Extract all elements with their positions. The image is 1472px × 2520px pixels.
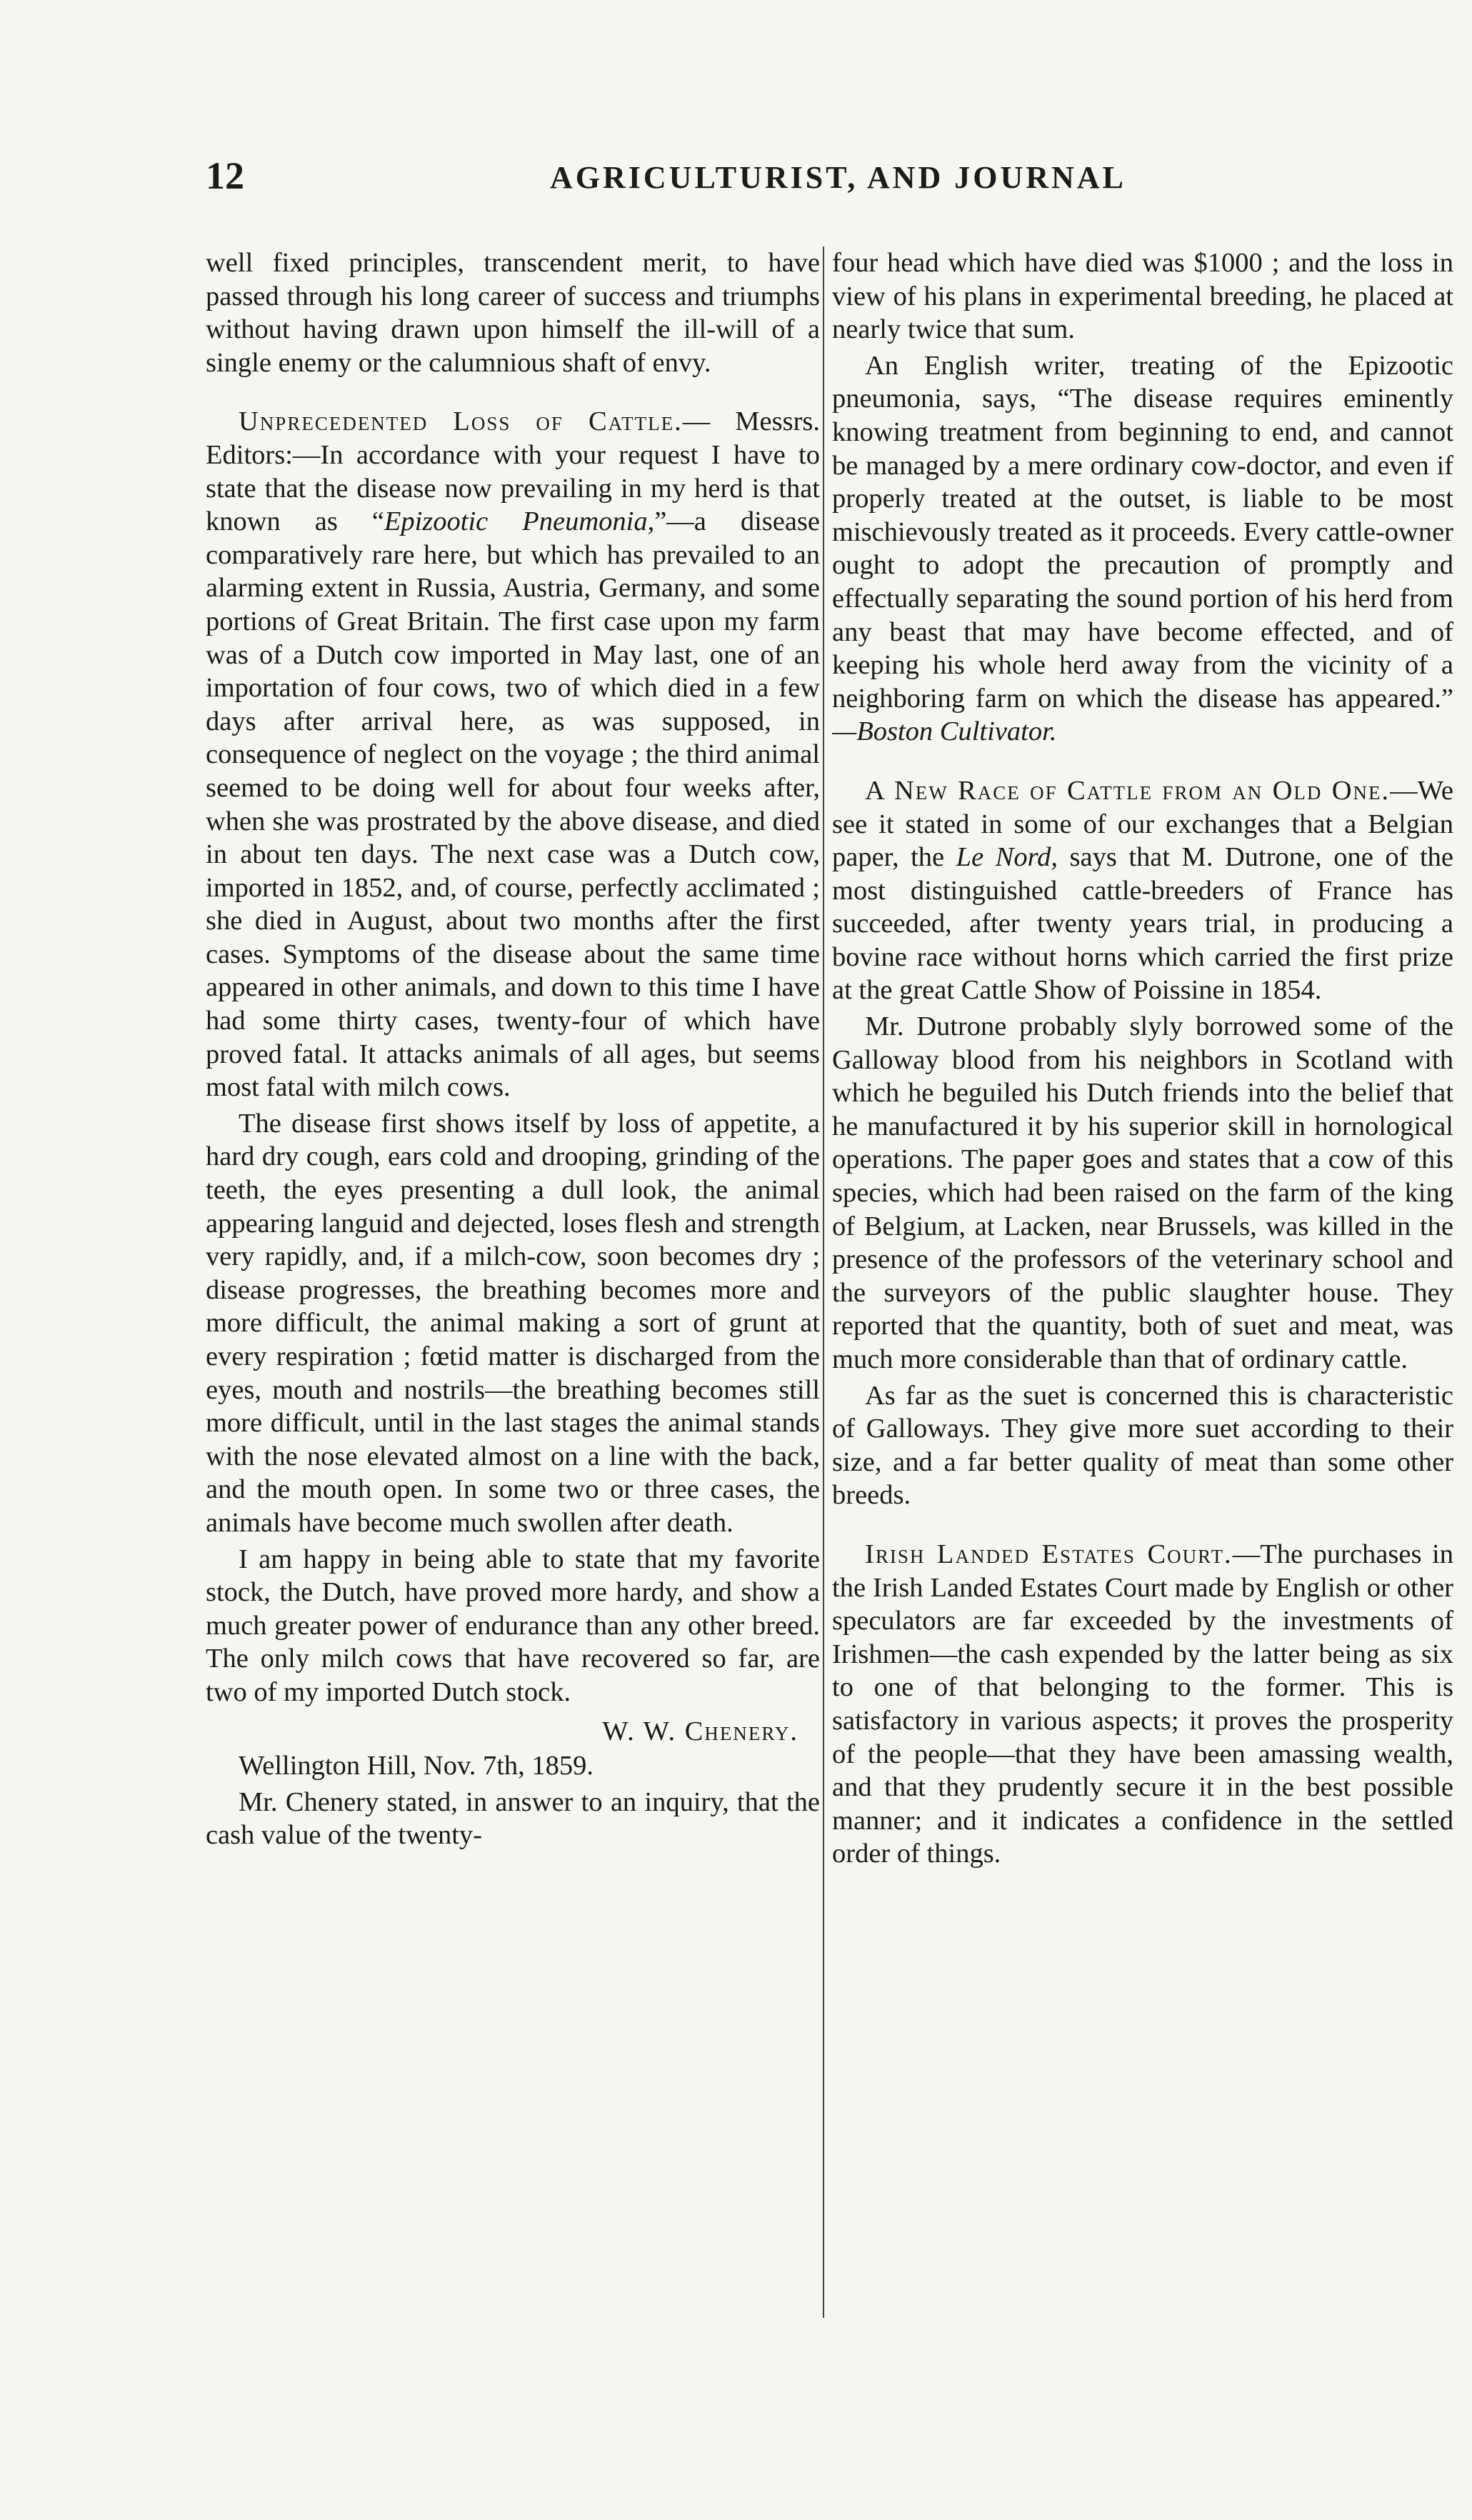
right-column — [832, 246, 1453, 2461]
emphasis-le-nord: Le Nord, — [956, 842, 1058, 873]
article-irish-estates-paragraph — [832, 1538, 1453, 1871]
text-run: ”—a disease comparatively rare here, but which has prevailed to an alarming extent in Russia, Austria, Germany, and some portions of Great Britain. The first case upon my farm was of a Dutch cow imported in May last, one of an importation of four cows, two of which died in a few days after arrival here, as was supposed, in consequence of neglect on the voyage ; the third animal seemed to be doing well for about four weeks after, when she was prostrated by the above disease, and died in about ten days. The next case was a Dutch cow, imported in 1852, and, of course, perfectly acclimated ; she died in August, about two months after the first cases. Symptoms of the disease about the same time appeared in other animals, and down to this time I have had some thirty cases, twenty-four of which have proved fatal. It attacks animals of all ages, but seems most fatal with milch cows. — [206, 506, 820, 1103]
column-divider — [823, 246, 824, 2318]
article-new-race-paragraph-1 — [832, 774, 1453, 1007]
article-cattle-loss-paragraph-2: The disease first shows itself by loss of appetite, a hard dry cough, ears cold and drooping, grinding of the teeth, the eyes presenting a dull look, the animal appearing languid and dejected, loses flesh and strength very rapidly, and, if a milch-cow, soon becomes dry ; disease progresses, the breathing becomes more and more difficult, the animal making a sort of grunt at every respiration ; fœtid matter is discharged from the eyes, mouth and nostrils—the breathing becomes still more difficult, until in the last stages the animal stands with the nose elevated almost on a line with the back, and the mouth open. In some two or three cases, the animals have become much swollen after death. — [206, 1108, 820, 1538]
left-column — [206, 246, 820, 2461]
running-title: AGRICULTURIST, AND JOURNAL — [550, 160, 1126, 195]
continued-paragraph: well fixed principles, transcendent merit, to have passed through his long career of success and triumphs without having drawn upon himself the ill-will of a single enemy or the calumnious shaft of envy. — [206, 248, 820, 378]
article-heading-cattle-loss: Unprecedented Loss of Cattle.— — [239, 406, 712, 437]
article-new-race-paragraph-2: Mr. Dutrone probably slyly borrowed some of the Galloway blood from his neighbors in Scotland with which he beguiled his Dutch friends into the belief that he manufactured it by his superior skill in hornological operations. The paper goes and states that a cow of this species, which had been raised on the farm of the king of Belgium, at Lacken, near Brussels, was killed in the presence of the professors of the veterinary school and the surveyors of the public slaughter house. They reported that the quantity, both of suet and meat, was much more considerable than that of ordinary cattle. — [832, 1011, 1453, 1374]
text-run: An English writer, treating of the Epizootic pneumonia, says, “The disease requires eminently knowing treatment from beginning to end, and cannot be managed by a mere ordinary cow-doctor, and even if properly treated at the outset, is liable to be most mischievously treated as it proceeds. Every cattle-owner ought to adopt the precaution of promptly and effectually separating the sound portion of his herd from any beast that may have become effected, and of keeping his whole herd away from the vicinity of a neighboring farm on which the disease has appeared.” — [832, 350, 1453, 714]
text-run: says that M. Dutrone, one of the most distinguished cattle-breeders of France has succeeded, after twenty years trial, in producing a bovine race without horns which carried the first prize at the great Cattle Show of Poissine in 1854. — [832, 842, 1453, 1006]
signature: W. W. Chenery. — [602, 1716, 798, 1746]
article-cattle-loss-paragraph-3: I am happy in being able to state that my favorite stock, the Dutch, have proved more hardy, and show a much greater power of endurance than any other breed. The only milch cows that have recovered so far, are two of my imported Dutch stock. — [206, 1544, 820, 1707]
dateline: Wellington Hill, Nov. 7th, 1859. — [239, 1751, 594, 1781]
article-heading-new-race: A New Race of Cattle from an Old One. — [865, 775, 1391, 806]
text-run: —The purchases in the Irish Landed Estates Court made by English or other speculators are far exceeded by the investments of Irishmen—the cash expended by the latter being as six to one of that belonging to the former. This is satisfactory in various aspects; it proves the prosperity of the people—that they have been amassing wealth, and that they prudently secure it in the best possible manner; and it indicates a confidence in the settled order of things. — [832, 1539, 1453, 1869]
text-run: Messrs. Editors:—In accordance with your request I have to state that the disease now prevailing in my herd is that known as “ — [206, 406, 820, 537]
page-number: 12 — [206, 154, 244, 197]
source-attribution: —Boston Cultivator. — [832, 716, 1057, 747]
article-new-race-paragraph-3: As far as the suet is concerned this is characteristic of Galloways. They give more suet according to their size, and a far better quality of meat than some other breeds. — [832, 1380, 1453, 1511]
text-run: —We see it stated in some of our exchanges that a Belgian paper, the — [832, 775, 1453, 873]
article-cattle-loss-paragraph-1 — [206, 405, 820, 1104]
article-cattle-loss-paragraph-4: Mr. Chenery stated, in answer to an inquiry, that the cash value of the twenty- — [206, 1786, 820, 1851]
emphasis-epizootic: Epizootic Pneumonia, — [384, 506, 655, 537]
epizootic-quote-paragraph — [832, 349, 1453, 749]
article-heading-irish-estates: Irish Landed Estates Court. — [865, 1539, 1233, 1569]
continued-paragraph-right: four head which have died was $1000 ; and the loss in view of his plans in experimental breeding, he placed at nearly twice that sum. — [832, 248, 1453, 345]
page-header — [0, 154, 1472, 218]
